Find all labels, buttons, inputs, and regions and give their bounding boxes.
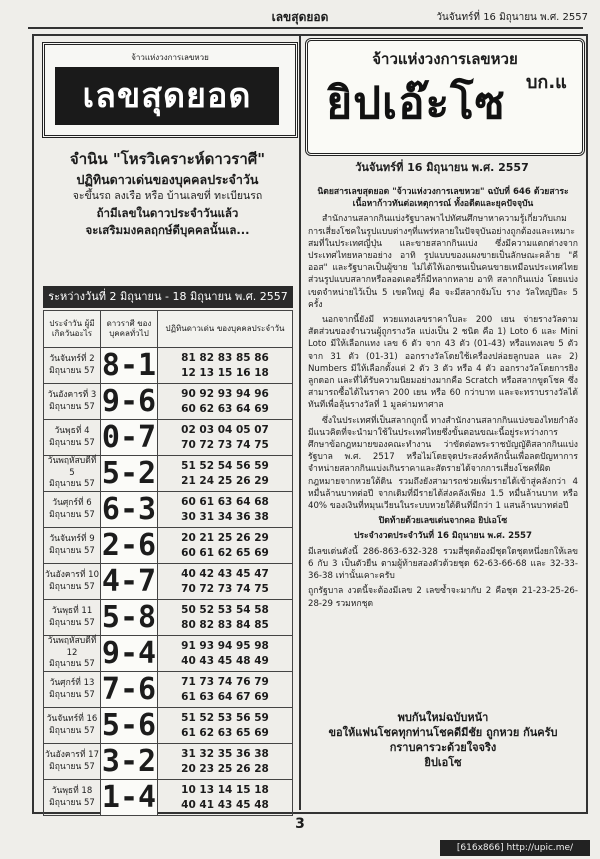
row-day: วันศุกร์ที่ 6 (52, 498, 92, 509)
row-day: วันพฤหัสบดีที่ 5 (47, 456, 97, 478)
row-day: วันอังคารที่ 3 (47, 390, 97, 401)
row-numbers (158, 708, 293, 744)
intro-line-5: จะเสริมมงคลฤกษ์ดีบุคคลนั้นเล... (85, 223, 250, 238)
row-numbers-line-2: 70 72 73 74 75 (181, 438, 269, 451)
column-divider (299, 36, 301, 810)
row-star-pair: 8-1 (101, 347, 157, 383)
table-header-row (44, 311, 293, 348)
row-numbers-line-2: 70 72 73 74 75 (181, 582, 269, 595)
row-numbers (158, 492, 293, 528)
row-date (44, 636, 101, 672)
row-numbers-line-2: 80 82 83 84 85 (181, 618, 269, 631)
row-numbers (158, 564, 293, 600)
row-numbers-line-2: 40 43 45 48 49 (181, 654, 269, 667)
row-date (44, 600, 101, 636)
row-numbers (158, 672, 293, 708)
table-row (44, 348, 293, 384)
intro-block (40, 148, 295, 240)
row-numbers-line-1: 51 52 54 56 59 (181, 459, 269, 472)
article-paragraph-1: สำนักงานสลากกินแบ่งรัฐบาลพาไปทัศนศึกษาหาความรู้เกี่ยวกับเกมการเสี่ยงโชคในรูปแบบต่างๆที่แพร่หลายในปัจจุบันอย่างถูกต้องและเหมาะสมที่ในประเทศญี่ปุ่น และขายสลากกินแบ่ง ซึ่งมีความแตกต่างจากประเทศไทยหลายอย่าง อาทิ รูปแบบของแผงขายเป็นลักษณะคล้าย "คีออส" และรัฐบาลเป็นผู้ขาย ไม่ได้ให้เอกชนเป็นคนขายเหมือนประเทศไทย ส่วนรูปแบบสลากหรือลอตเตอรี่ก็มีหลากหลาย อาทิ สลากกินแบ่ง โดยแบ่งเขตจำหน่ายไว้เป็น 5 เขตใหญ่ คือ จะมีสลากจัมโบ ราง วัลใหญ่ปีละ 5 ครั้ง (308, 214, 578, 310)
intro-line-2: ปฏิทินดาวเด่นของบุคคลประจำวัน (76, 171, 259, 187)
row-date (44, 492, 101, 528)
row-day: วันจันทร์ที่ 16 (46, 714, 98, 725)
intro-line-3: จะขึ้นรถ ลงเรือ หรือ บ้านเลขที่ ทะเบียนรถ (72, 190, 263, 203)
row-numbers (158, 456, 293, 492)
row-month: มิถุนายน 57 (49, 617, 95, 628)
row-day: วันศุกร์ที่ 13 (49, 678, 95, 689)
table-row (44, 564, 293, 600)
row-day: วันพุธที่ 11 (51, 606, 93, 617)
intro-line-1: จำนิน "โหรวิเคราะห์ดาวราศี" (69, 150, 266, 168)
row-numbers-line-2: 12 13 15 16 18 (181, 366, 269, 379)
article-lead: นิตยสารเลขสุดยอด "จ้าวแห่งวงการเลขหวย" ฉบับที่ 646 ด้วยสาระเนื้อหาก้าวทันต่อเหตุการณ์ ทั้งอดีตและยุคปัจจุบัน (317, 187, 569, 210)
left-banner-tagline: จ้าวแห่งวงการเลขหวย (131, 53, 209, 62)
row-numbers (158, 384, 293, 420)
table-row (44, 672, 293, 708)
row-numbers-line-1: 91 93 94 95 98 (181, 639, 269, 652)
table-row (44, 636, 293, 672)
row-star-pair: 4-7 (101, 563, 157, 599)
row-date (44, 564, 101, 600)
header-title: เลขสุดยอด (271, 10, 329, 24)
right-banner-editor-mark: บก.แ (526, 72, 567, 93)
row-day: วันอังคารที่ 17 (45, 750, 99, 761)
row-numbers-line-1: 31 32 35 36 38 (181, 747, 269, 760)
closing-line-2: ขอให้แฟนโชคทุกท่านโชคดีมีชัย ถูกหวย กันครับ (328, 726, 558, 739)
row-day: วันจันทร์ที่ 2 (49, 354, 95, 365)
row-day: วันพุธที่ 4 (54, 426, 90, 437)
row-numbers (158, 780, 293, 816)
row-month: มิถุนายน 57 (49, 761, 95, 772)
table-title: ระหว่างวันที่ 2 มิถุนายน - 18 มิถุนายน พ.ศ. 2557 (43, 286, 293, 308)
row-month: มิถุนายน 57 (49, 365, 95, 376)
row-numbers-line-2: 40 41 43 45 48 (181, 798, 269, 811)
row-day: วันพฤหัสบดีที่ 12 (47, 636, 97, 658)
row-month: มิถุนายน 57 (49, 659, 95, 670)
article-paragraph-3: ซึ่งในประเทศที่เป็นสลากถูกนี้ ทางสำนักงานสลากกินแบ่งของไทยกำลังมีแนวคิดที่จะนำมาใช้ในประเทศไทยซึ่งขั้นตอนขณะนี้อยู่ระหว่างการศึกษาข้อกฎหมายของคณะทำงาน ว่าขัดต่อพระราชบัญญัติสลากกินแบ่งรัฐบาล พ.ศ. 2517 หรือไม่โดยจุดประสงค์หลักนั้นเพื่อลดปัญหาการจำหน่ายสลากกินแบ่งเกินราคาและสัดรายได้จากการเสี่ยงโชคที่ผิดกฎหมายจากหวยใต้ดิน รวมถึงยังสามารถช่วยเพิ่มรายได้เข้าสู่คลังกว่า 4 หมื่นล้านบาทต่อปี จากเดิมที่มีรายได้ส่งคลังเพียง 1.5 หมื่นล้านบาท หรือ 40% ของเงินที่หมุนเวียนในระบบหวยใต้ดินที่มีกว่า 1 แสนล้านบาทต่อปี (308, 415, 578, 512)
row-star-pair: 3-2 (101, 743, 157, 779)
row-numbers-line-1: 20 21 25 26 29 (181, 531, 269, 544)
row-numbers-line-1: 81 82 83 85 86 (181, 351, 269, 364)
row-numbers-line-1: 60 61 63 64 68 (181, 495, 269, 508)
row-star-pair: 2-6 (101, 527, 157, 563)
row-numbers-line-2: 30 31 34 36 38 (181, 510, 269, 523)
article-paragraph-4: ปิดท้ายด้วยเลขเด่นจากคอ ยิปเอโซ (378, 516, 508, 527)
row-date (44, 384, 101, 420)
row-numbers (158, 600, 293, 636)
row-numbers-line-2: 61 62 63 65 69 (181, 726, 269, 739)
row-numbers-line-1: 10 13 14 15 18 (181, 783, 269, 796)
row-star-pair: 5-2 (101, 455, 157, 491)
row-numbers (158, 420, 293, 456)
article-body (308, 186, 578, 613)
row-numbers-line-2: 20 23 25 26 28 (181, 762, 269, 775)
row-numbers (158, 636, 293, 672)
left-banner-logo: เลขสุดยอด (55, 67, 279, 125)
row-month: มิถุนายน 57 (49, 401, 95, 412)
row-month: มิถุนายน 57 (49, 509, 95, 520)
row-numbers-line-1: 02 03 04 05 07 (181, 423, 269, 436)
row-day: วันอังคารที่ 10 (45, 570, 99, 581)
table-row (44, 744, 293, 780)
row-numbers-line-1: 50 52 53 54 58 (181, 603, 269, 616)
row-numbers-line-2: 60 62 63 64 69 (181, 402, 269, 415)
row-date (44, 528, 101, 564)
row-numbers (158, 348, 293, 384)
intro-line-4: ถ้ามีเลขในดาวประจำวันแล้ว (96, 206, 239, 220)
row-star-pair: 5-6 (101, 707, 157, 743)
lucky-number-table (43, 310, 293, 816)
row-numbers (158, 744, 293, 780)
row-date (44, 708, 101, 744)
article-paragraph-5: ประจำงวดประจำวันที่ 16 มิถุนายน พ.ศ. 2557 (353, 531, 533, 542)
right-banner-logo: ยิปเอ๊ะโซ (326, 78, 506, 129)
table-row (44, 708, 293, 744)
row-star-pair: 1-4 (101, 779, 157, 815)
row-numbers-line-1: 90 92 93 94 96 (181, 387, 269, 400)
table-row (44, 420, 293, 456)
article-paragraph-6: มีเลขเด่นดังนี้ 286-863-632-328 รวมสี่ชุดต้องมีชุดใดชุดหนึ่งยกให้เลข 6 กับ 3 เป็นตัวยืน ตามผู้ท้ายสองตัวด้วยชุด 62-63-66-68 และ 32-33-36-38 เท่านั้นเคาะครับ (308, 546, 578, 582)
row-month: มิถุนายน 57 (49, 581, 95, 592)
right-banner-tagline: จ้าวแห่งวงการเลขหวย (372, 50, 518, 68)
row-numbers-line-2: 61 63 64 67 69 (181, 690, 269, 703)
row-numbers-line-2: 21 24 25 26 29 (181, 474, 269, 487)
row-date (44, 420, 101, 456)
table-row (44, 456, 293, 492)
closing-line-1: พบกันใหม่ฉบับหน้า (397, 711, 489, 724)
row-numbers-line-1: 40 42 43 45 47 (181, 567, 269, 580)
closing-line-3: กราบคารวะด้วยใจจริง (389, 741, 497, 754)
row-month: มิถุนายน 57 (49, 725, 95, 736)
row-numbers (158, 528, 293, 564)
table-header-star: ดาวราศี ของบุคคลทั่วไป (101, 311, 158, 348)
row-numbers-line-1: 51 52 53 56 59 (181, 711, 269, 724)
row-date (44, 456, 101, 492)
article-paragraph-7: ถูกรัฐบาล งวดนี้จะต้องมีเลข 2 เลขซ้ำจะมากับ 2 คือชุด 21-23-25-26-28-29 รวมหกชุด (308, 586, 578, 609)
table-row (44, 528, 293, 564)
row-star-pair: 9-4 (101, 635, 157, 671)
row-numbers-line-1: 71 73 74 76 79 (181, 675, 269, 688)
row-month: มิถุนายน 57 (49, 437, 95, 448)
right-banner (305, 38, 585, 156)
article-paragraph-2: นอกจากนี้ยังมี หวยแทงเลขราคาใบละ 200 เยน จ่ายรางวัลตามสัดส่วนของจำนวนผู้ถูกรางวัล แบ่งเป็น 2 ชนิด คือ 1) Loto 6 และ Mini Loto มีให้เลือกแทง เลข 6 ตัว จาก 43 ตัว (01-43) หรือแทงเลข 5 ตัว จาก 31 ตัว (01-31) ออกรางวัลโดยใช้เครื่องปล่อยลูกบอล และ 2) Numbers มีให้เลือกตั้งแต่ 2 ตัว 3 ตัว หรือ 4 ตัว ออกรางวัลโดยการยิงลูกดอก และที่ได้รับความนิยมอย่างมากคือ Scratch หรือสลากขูดโชค ซึ่งสามารถซื้อได้ในราคา 200 เยน หรือ 60 กว่าบาท และจะทราบรางวัลได้ทันทีเพื่อลุ้นรางวัลที่ 1 มูลค่ามหาศาล (308, 315, 578, 411)
table-row (44, 384, 293, 420)
row-date (44, 672, 101, 708)
image-host-watermark: [616x866] http://upic.me/ (440, 840, 590, 856)
row-star-pair: 0-7 (101, 419, 157, 455)
table-row (44, 780, 293, 816)
row-numbers-line-2: 60 61 62 65 69 (181, 546, 269, 559)
row-star-pair: 9-6 (101, 383, 157, 419)
row-date (44, 348, 101, 384)
row-month: มิถุนายน 57 (49, 545, 95, 556)
left-banner (42, 42, 298, 138)
row-date (44, 780, 101, 816)
table-header-day: ประจำวัน ผู้มีเกิดวันอะไร (44, 311, 101, 348)
table-row (44, 492, 293, 528)
row-day: วันจันทร์ที่ 9 (49, 534, 95, 545)
table-header-numbers: ปฏิทินดาวเด่น ของบุคคลประจำวัน (158, 311, 293, 348)
closing-block (308, 710, 578, 770)
row-star-pair: 7-6 (101, 671, 157, 707)
row-star-pair: 5-8 (101, 599, 157, 635)
header-date: วันจันทร์ที่ 16 มิถุนายน พ.ศ. 2557 (436, 12, 588, 23)
row-month: มิถุนายน 57 (49, 479, 95, 490)
table-row (44, 600, 293, 636)
row-month: มิถุนายน 57 (49, 797, 95, 808)
closing-line-4: ยิปเอโซ (424, 756, 462, 769)
page-number: 3 (295, 816, 305, 832)
right-banner-date: วันจันทร์ที่ 16 มิถุนายน พ.ศ. 2557 (355, 161, 529, 174)
row-month: มิถุนายน 57 (49, 689, 95, 700)
row-day: วันพุธที่ 18 (51, 786, 93, 797)
row-star-pair: 6-3 (101, 491, 157, 527)
header-rule (28, 27, 583, 29)
row-date (44, 744, 101, 780)
